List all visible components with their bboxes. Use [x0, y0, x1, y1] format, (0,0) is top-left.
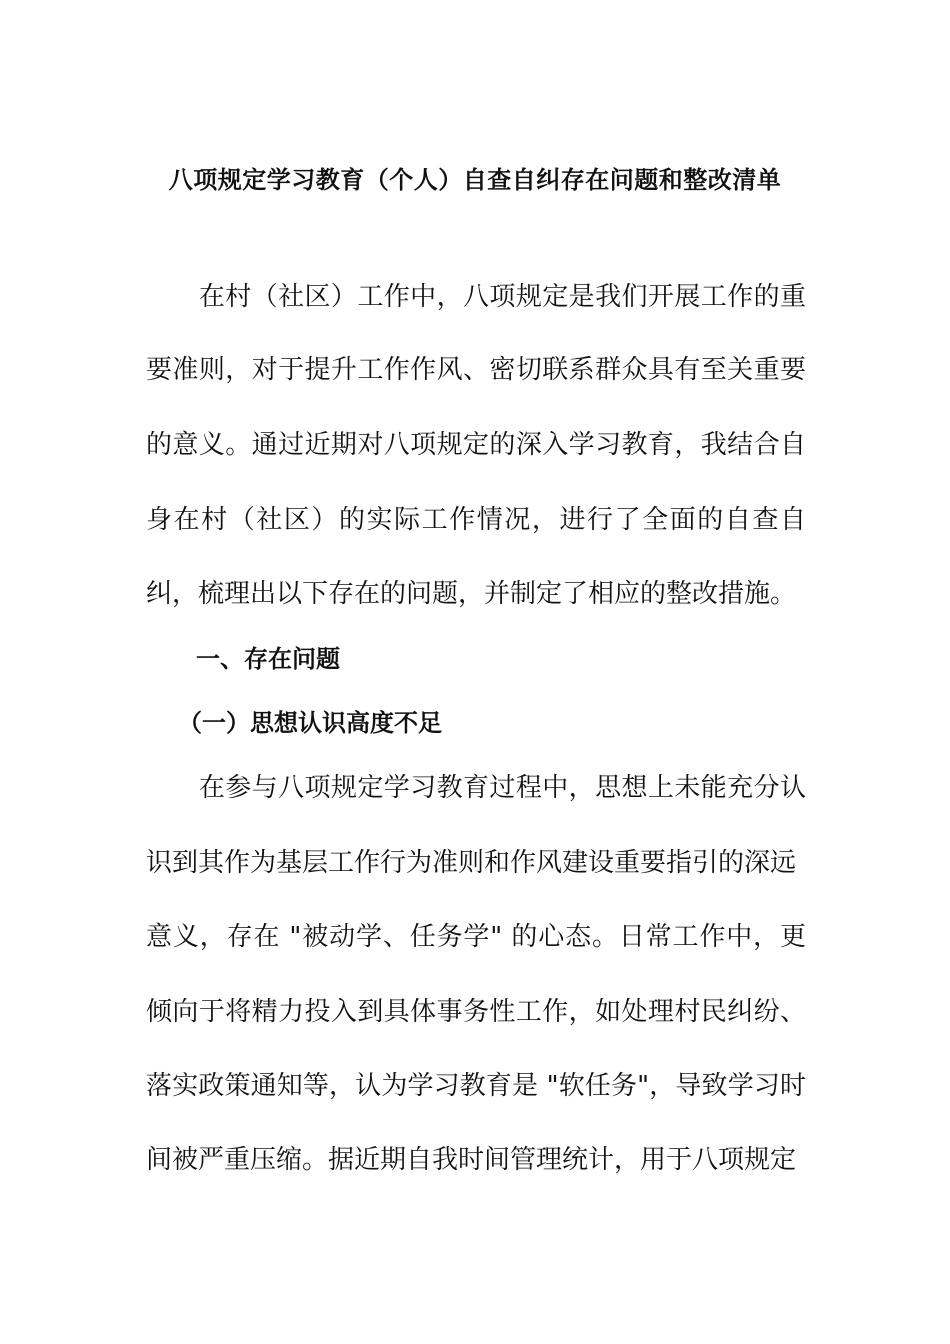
body-line-3: 意义，存在 "被动学、任务学" 的心态。日常工作中，更 [146, 922, 806, 952]
section-heading: 一、存在问题 [196, 645, 340, 673]
body-line-6: 间被严重压缩。据近期自我时间管理统计，用于八项规定 [146, 1145, 797, 1175]
document-title: 八项规定学习教育（个人）自查自纠存在问题和整改清单 [168, 166, 782, 194]
body-line-4: 倾向于将精力投入到具体事务性工作，如处理村民纠纷、 [146, 997, 806, 1027]
intro-line-2: 要准则，对于提升工作作风、密切联系群众具有至关重要 [146, 355, 806, 385]
intro-line-1: 在村（社区）工作中，八项规定是我们开展工作的重 [146, 282, 806, 312]
body-line-5: 落实政策通知等，认为学习教育是 "软任务"，导致学习时 [146, 1071, 806, 1101]
intro-line-5: 纠，梳理出以下存在的问题，并制定了相应的整改措施。 [146, 579, 797, 609]
intro-line-3: 的意义。通过近期对八项规定的深入学习教育，我结合自 [146, 430, 806, 460]
subsection-heading: （一）思想认识高度不足 [178, 709, 442, 737]
body-line-2: 识到其作为基层工作行为准则和作风建设重要指引的深远 [146, 848, 797, 878]
intro-line-4: 身在村（社区）的实际工作情况，进行了全面的自查自 [146, 505, 806, 535]
body-line-1: 在参与八项规定学习教育过程中，思想上未能充分认 [146, 773, 806, 803]
